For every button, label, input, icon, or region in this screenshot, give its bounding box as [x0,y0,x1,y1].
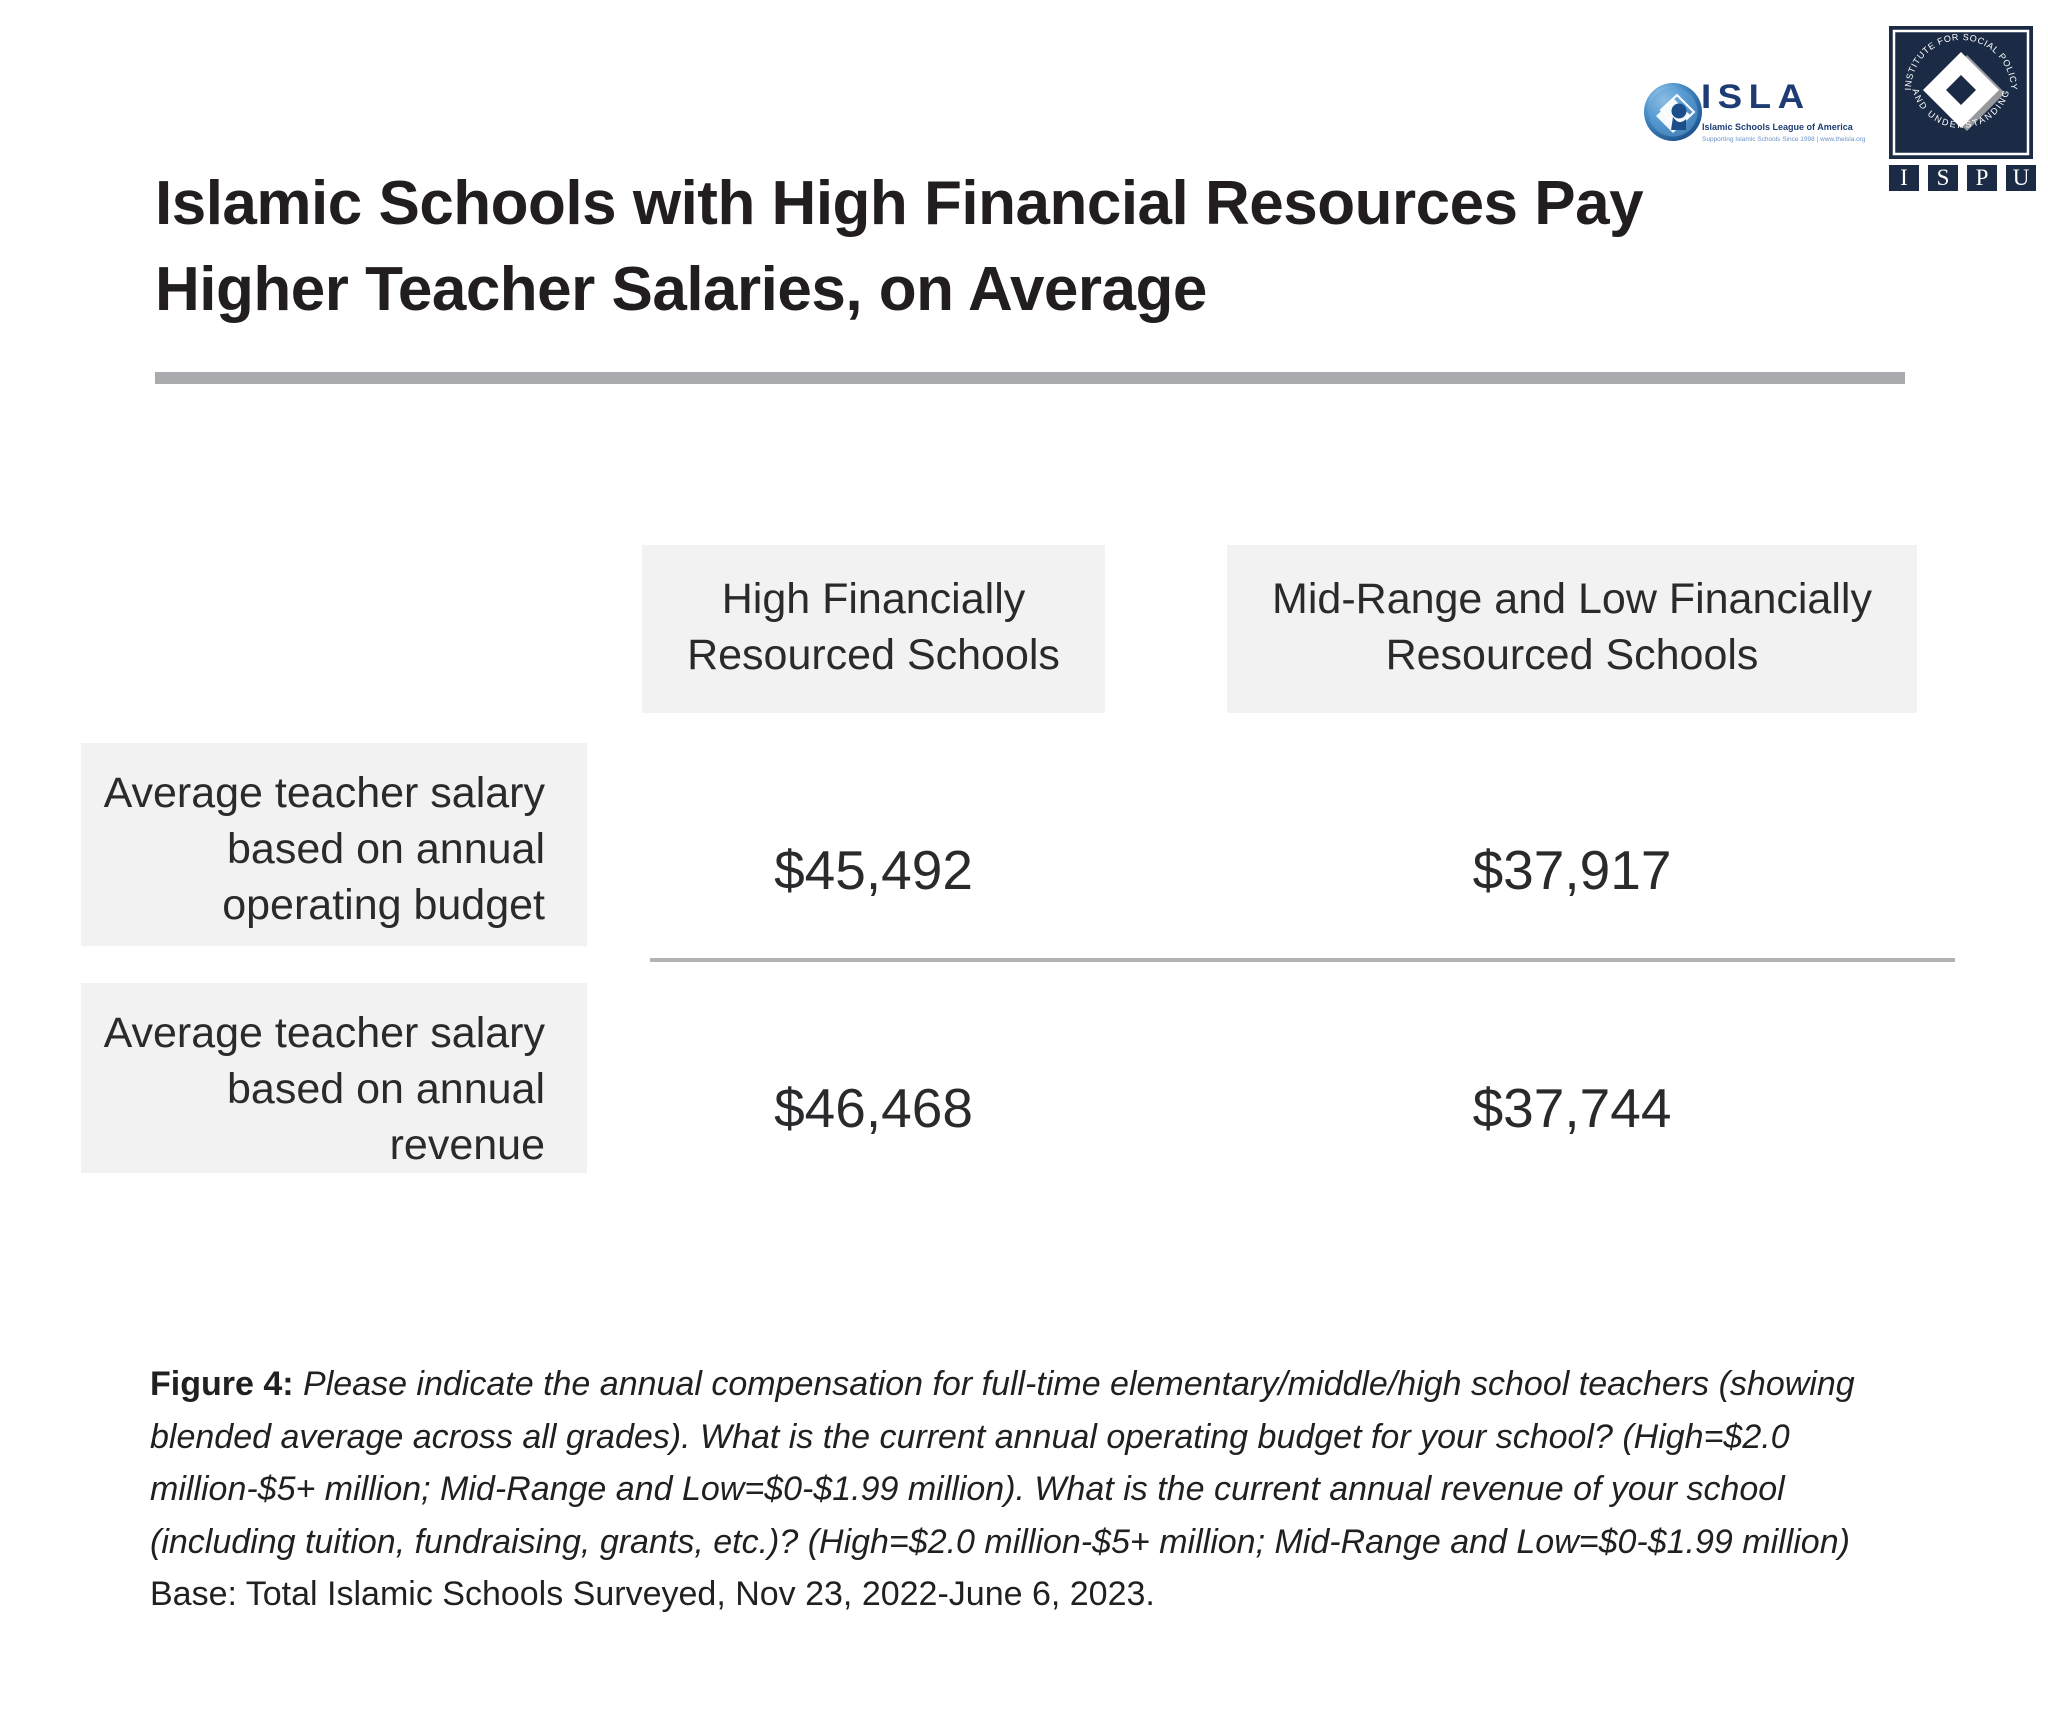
row-header-revenue [81,983,587,1173]
figure-title [155,161,1855,333]
ispu-arc-bottom-text: AND UNDERSTANDING [1910,87,2012,131]
value-revenue-high: $46,468 [774,1077,973,1139]
ispu-letterbox [1887,163,1921,193]
isla-tagline: Supporting Islamic Schools Since 1998 | www.theisla.org [1702,136,1866,143]
figure-caption-label: Figure 4: [150,1365,294,1403]
figure-title-line-2: Higher Teacher Salaries, on Average [155,255,1207,324]
ispu-letter-s: S [1936,165,1950,190]
ispu-letter-u: U [2012,165,2030,190]
row-header-operating-budget [81,743,587,946]
isla-globe-icon [1643,82,1703,142]
ispu-letters-row [1887,163,2038,193]
ispu-seal [1889,26,2033,159]
ispu-logo [1889,26,2040,196]
figure-title-line-1: Islamic Schools with High Financial Resources Pay [155,169,1644,238]
isla-subtitle: Islamic Schools League of America [1702,122,1853,132]
row-header-line: revenue [389,1121,545,1169]
ispu-letterbox [1965,163,1999,193]
figure-caption-base: Base: Total Islamic Schools Surveyed, Nov 23, 2022-June 6, 2023. [150,1575,1155,1613]
value-budget-mid-low: $37,917 [1472,839,1672,901]
row-header-line: Average teacher salary [103,1009,545,1057]
ispu-letter-i: I [1900,165,1908,190]
ispu-arc-top-text: INSTITUTE FOR SOCIAL POLICY [1902,31,2020,91]
row-header-line: based on annual [226,825,545,873]
ispu-letterbox [2004,163,2038,193]
isla-wordmark: ISLA [1701,78,1811,116]
ispu-letterbox [1926,163,1960,193]
value-revenue-mid-low: $37,744 [1472,1077,1672,1139]
row-header-line: based on annual [226,1065,545,1113]
isla-logo [1643,78,1888,152]
title-rule [155,372,1905,384]
column-header-high-resourced: High Financially Resourced Schools [642,545,1105,713]
figure-caption [150,1358,1865,1621]
row-header-line: Average teacher salary [103,769,545,817]
column-header-mid-low-resourced: Mid-Range and Low Financially Resourced Schools [1227,545,1917,713]
figure-caption-question: Please indicate the annual compensation for full-time elementary/middle/high school teachers (showing blended average across all grades). What is the current annual operating budget for your school? (High=$2.0 million-$5+ million; Mid-Range and Low=$0-$1.99 million). What is the current annual revenue of your school (including tuition, fundraising, grants, etc.)? (High=$2.0 million-$5+ million; Mid-Range and Low=$0-$1.99 million) [150,1365,1855,1561]
row-header-line: operating budget [222,881,545,929]
row-divider [650,958,1955,962]
ispu-letter-p: P [1975,165,1989,190]
value-budget-high: $45,492 [774,839,973,901]
